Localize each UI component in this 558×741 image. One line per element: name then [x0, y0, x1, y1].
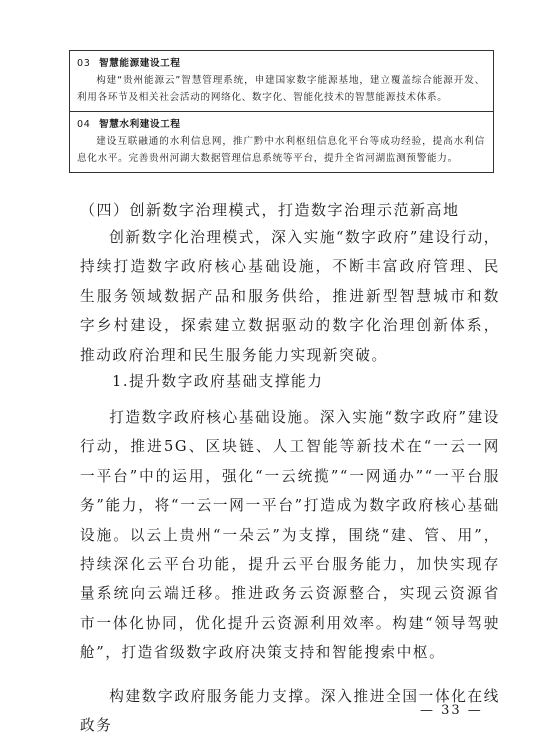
project-box-title-text: 智慧水利建设工程	[99, 119, 181, 130]
body-paragraph: 打造数字政府核心基础设施。深入实施“数字政府”建设行动，推进5G、区块链、人工智能等新技术在“一云一网一平台”中的运用，强化“一云统揽”“一网通办”“一平台服务”能力，将“一云一网一平台”打造成为数字政府核心基础设施。以云上贵州“一朵云”为支撑，围绕“建、管、用”，持续深化云平台功能，提升云平台服务能力，加快实现存量系统向云端迁移。推进政务云资源整合，实现云资源省市一体化协同，优化提升云资源利用效率。构建“领导驾驶舱”，打造省级数字政府决策支持和智能搜索中枢。	[80, 409, 500, 662]
project-box	[70, 111, 493, 172]
project-box-title	[77, 55, 485, 72]
project-box	[70, 51, 493, 111]
project-box-title	[77, 116, 485, 133]
project-box-number: 03	[77, 58, 91, 69]
body-paragraph: 创新数字化治理模式，深入实施“数字政府”建设行动，持续打造数字政府核心基础设施，不断丰富政府管理、民生服务领域数据产品和服务供给，推进新型智慧城市和数字乡村建设，探索建立数据驱动的数字化治理创新体系，推动政府治理和民生服务能力实现新突破。	[80, 229, 500, 364]
project-box-body: 建设互联融通的水利信息网，推广黔中水利枢纽信息化平台等成功经验，提高水利信息化水平。完善贵州河湖大数据管理信息系统等平台，提升全省河湖监测预警能力。	[77, 136, 485, 164]
subsection-heading: 1.提升数字政府基础支撑能力	[112, 373, 324, 390]
project-box-title-text: 智慧能源建设工程	[99, 58, 181, 69]
project-boxes	[69, 50, 494, 173]
section-heading: （四）创新数字治理模式，打造数字治理示范新高地	[80, 201, 460, 219]
project-box-body: 构建“贵州能源云”智慧管理系统，申建国家数字能源基地，建立覆盖综合能源开发、利用各环节及相关社会活动的网络化、数字化、智能化技术的智慧能源技术体系。	[77, 75, 485, 103]
body-paragraph: 构建数字政府服务能力支撑。深入推进全国一体化在线政务	[80, 688, 500, 735]
page-number: — 33 —	[420, 703, 483, 718]
project-box-number: 04	[77, 119, 91, 130]
